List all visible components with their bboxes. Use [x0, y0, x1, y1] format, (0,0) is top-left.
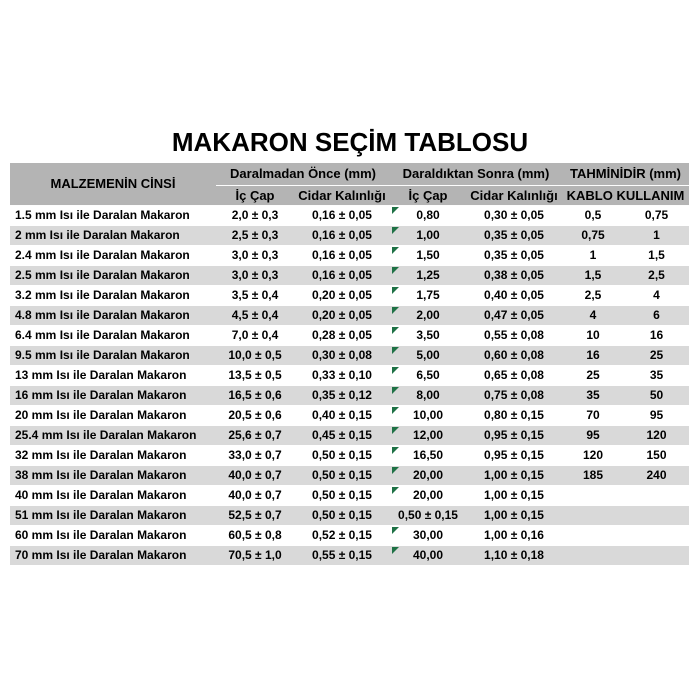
after-ic-cap-cell — [390, 325, 466, 345]
after-ic-cap-cell — [390, 445, 466, 465]
after-cidar-cell: 0,38 ± 0,05 — [466, 265, 562, 285]
after-ic-cap-value: 8,00 — [416, 388, 440, 402]
before-cidar-cell: 0,20 ± 0,05 — [294, 305, 390, 325]
after-ic-cap-value: 1,00 — [416, 228, 440, 242]
material-cell: 25.4 mm Isı ile Daralan Makaron — [10, 425, 216, 445]
before-ic-cap-cell: 7,0 ± 0,4 — [216, 325, 294, 345]
kablo-max-cell: 0,75 — [624, 205, 689, 225]
kablo-max-cell: 4 — [624, 285, 689, 305]
excel-flag-icon — [392, 307, 399, 314]
before-ic-cap-cell: 40,0 ± 0,7 — [216, 465, 294, 485]
kablo-max-cell: 240 — [624, 465, 689, 485]
after-ic-cap-value: 0,50 ± 0,15 — [398, 508, 458, 522]
table-row — [10, 325, 689, 345]
before-ic-cap-cell: 13,5 ± 0,5 — [216, 365, 294, 385]
before-cidar-cell: 0,16 ± 0,05 — [294, 225, 390, 245]
kablo-max-cell: 120 — [624, 425, 689, 445]
before-ic-cap-cell: 3,5 ± 0,4 — [216, 285, 294, 305]
kablo-min-cell: 25 — [562, 365, 624, 385]
after-ic-cap-value: 40,00 — [412, 548, 444, 562]
before-ic-cap-cell: 4,5 ± 0,4 — [216, 305, 294, 325]
material-cell: 9.5 mm Isı ile Daralan Makaron — [10, 345, 216, 365]
kablo-min-cell — [562, 525, 624, 545]
before-cidar-cell: 0,50 ± 0,15 — [294, 465, 390, 485]
table-row — [10, 525, 689, 545]
after-ic-cap-cell — [390, 305, 466, 325]
excel-flag-icon — [392, 327, 399, 334]
after-cidar-cell: 0,95 ± 0,15 — [466, 425, 562, 445]
kablo-max-cell: 16 — [624, 325, 689, 345]
kablo-max-cell: 6 — [624, 305, 689, 325]
excel-flag-icon — [392, 347, 399, 354]
table-row — [10, 265, 689, 285]
header-kablo-kullanim: KABLO KULLANIM — [562, 185, 689, 205]
kablo-min-cell: 70 — [562, 405, 624, 425]
after-ic-cap-value: 20,00 — [412, 468, 444, 482]
material-cell: 2 mm Isı ile Daralan Makaron — [10, 225, 216, 245]
before-ic-cap-cell: 10,0 ± 0,5 — [216, 345, 294, 365]
kablo-max-cell — [624, 525, 689, 545]
kablo-max-cell: 50 — [624, 385, 689, 405]
before-ic-cap-cell: 60,5 ± 0,8 — [216, 525, 294, 545]
before-ic-cap-cell: 25,6 ± 0,7 — [216, 425, 294, 445]
kablo-min-cell: 0,5 — [562, 205, 624, 225]
before-cidar-cell: 0,16 ± 0,05 — [294, 205, 390, 225]
material-cell: 70 mm Isı ile Daralan Makaron — [10, 545, 216, 565]
after-ic-cap-value: 3,50 — [416, 328, 440, 342]
header-group-after: Daraldıktan Sonra (mm) — [390, 163, 562, 185]
before-ic-cap-cell: 2,0 ± 0,3 — [216, 205, 294, 225]
before-cidar-cell: 0,28 ± 0,05 — [294, 325, 390, 345]
kablo-max-cell: 35 — [624, 365, 689, 385]
kablo-max-cell: 95 — [624, 405, 689, 425]
after-ic-cap-cell — [390, 365, 466, 385]
kablo-min-cell: 16 — [562, 345, 624, 365]
after-ic-cap-value: 12,00 — [412, 428, 444, 442]
excel-flag-icon — [392, 447, 399, 454]
material-cell: 60 mm Isı ile Daralan Makaron — [10, 525, 216, 545]
before-ic-cap-cell: 3,0 ± 0,3 — [216, 245, 294, 265]
before-ic-cap-cell: 33,0 ± 0,7 — [216, 445, 294, 465]
excel-flag-icon — [392, 487, 399, 494]
kablo-min-cell: 0,75 — [562, 225, 624, 245]
material-cell: 51 mm Isı ile Daralan Makaron — [10, 505, 216, 525]
kablo-min-cell: 95 — [562, 425, 624, 445]
excel-flag-icon — [392, 547, 399, 554]
material-cell: 40 mm Isı ile Daralan Makaron — [10, 485, 216, 505]
kablo-min-cell: 35 — [562, 385, 624, 405]
after-ic-cap-cell — [390, 285, 466, 305]
excel-flag-icon — [392, 227, 399, 234]
table-body — [10, 205, 689, 565]
before-ic-cap-cell: 2,5 ± 0,3 — [216, 225, 294, 245]
material-cell: 2.4 mm Isı ile Daralan Makaron — [10, 245, 216, 265]
table-row — [10, 305, 689, 325]
before-cidar-cell: 0,50 ± 0,15 — [294, 485, 390, 505]
excel-flag-icon — [392, 467, 399, 474]
before-ic-cap-cell: 40,0 ± 0,7 — [216, 485, 294, 505]
before-cidar-cell: 0,45 ± 0,15 — [294, 425, 390, 445]
before-ic-cap-cell: 70,5 ± 1,0 — [216, 545, 294, 565]
before-cidar-cell: 0,16 ± 0,05 — [294, 265, 390, 285]
after-cidar-cell: 1,00 ± 0,15 — [466, 465, 562, 485]
before-ic-cap-cell: 52,5 ± 0,7 — [216, 505, 294, 525]
excel-flag-icon — [392, 407, 399, 414]
after-cidar-cell: 0,30 ± 0,05 — [466, 205, 562, 225]
table-row — [10, 505, 689, 525]
excel-flag-icon — [392, 267, 399, 274]
before-cidar-cell: 0,20 ± 0,05 — [294, 285, 390, 305]
after-ic-cap-cell — [390, 465, 466, 485]
kablo-max-cell — [624, 505, 689, 525]
after-ic-cap-value: 2,00 — [416, 308, 440, 322]
table-row — [10, 345, 689, 365]
after-ic-cap-cell — [390, 545, 466, 565]
table-row — [10, 545, 689, 565]
after-ic-cap-cell — [390, 485, 466, 505]
table-row — [10, 465, 689, 485]
makaron-selection-table — [10, 163, 689, 566]
after-ic-cap-value: 0,80 — [416, 208, 440, 222]
after-cidar-cell: 1,10 ± 0,18 — [466, 545, 562, 565]
after-cidar-cell: 0,65 ± 0,08 — [466, 365, 562, 385]
after-ic-cap-value: 20,00 — [412, 488, 444, 502]
material-cell: 3.2 mm Isı ile Daralan Makaron — [10, 285, 216, 305]
excel-flag-icon — [392, 367, 399, 374]
after-ic-cap-value: 30,00 — [412, 528, 444, 542]
kablo-max-cell: 150 — [624, 445, 689, 465]
after-ic-cap-value: 16,50 — [412, 448, 444, 462]
before-cidar-cell: 0,16 ± 0,05 — [294, 245, 390, 265]
after-ic-cap-value: 10,00 — [412, 408, 444, 422]
before-cidar-cell: 0,33 ± 0,10 — [294, 365, 390, 385]
before-cidar-cell: 0,50 ± 0,15 — [294, 445, 390, 465]
kablo-min-cell: 2,5 — [562, 285, 624, 305]
header-group-row — [10, 163, 689, 185]
after-ic-cap-value: 1,75 — [416, 288, 440, 302]
header-ic-cap-after: İç Çap — [390, 185, 466, 205]
excel-flag-icon — [392, 527, 399, 534]
after-ic-cap-cell — [390, 265, 466, 285]
after-ic-cap-cell — [390, 345, 466, 365]
after-ic-cap-cell — [390, 525, 466, 545]
after-cidar-cell: 0,80 ± 0,15 — [466, 405, 562, 425]
after-ic-cap-cell — [390, 225, 466, 245]
page-title: MAKARON SEÇİM TABLOSU — [171, 127, 529, 157]
kablo-min-cell: 1,5 — [562, 265, 624, 285]
kablo-min-cell — [562, 485, 624, 505]
table-row — [10, 205, 689, 225]
kablo-min-cell: 1 — [562, 245, 624, 265]
table-row — [10, 285, 689, 305]
header-cidar-after: Cidar Kalınlığı — [466, 185, 562, 205]
after-ic-cap-value: 6,50 — [416, 368, 440, 382]
after-cidar-cell: 1,00 ± 0,15 — [466, 505, 562, 525]
before-cidar-cell: 0,30 ± 0,08 — [294, 345, 390, 365]
before-cidar-cell: 0,35 ± 0,12 — [294, 385, 390, 405]
kablo-min-cell — [562, 545, 624, 565]
after-ic-cap-value: 1,25 — [416, 268, 440, 282]
before-ic-cap-cell: 20,5 ± 0,6 — [216, 405, 294, 425]
excel-flag-icon — [392, 207, 399, 214]
excel-flag-icon — [392, 247, 399, 254]
before-ic-cap-cell: 3,0 ± 0,3 — [216, 265, 294, 285]
after-cidar-cell: 0,47 ± 0,05 — [466, 305, 562, 325]
excel-flag-icon — [392, 427, 399, 434]
material-cell: 2.5 mm Isı ile Daralan Makaron — [10, 265, 216, 285]
header-cidar-before: Cidar Kalınlığı — [294, 185, 390, 205]
table-row — [10, 225, 689, 245]
after-cidar-cell: 0,95 ± 0,15 — [466, 445, 562, 465]
kablo-max-cell: 25 — [624, 345, 689, 365]
before-cidar-cell: 0,55 ± 0,15 — [294, 545, 390, 565]
material-cell: 6.4 mm Isı ile Daralan Makaron — [10, 325, 216, 345]
table-row — [10, 245, 689, 265]
kablo-min-cell: 4 — [562, 305, 624, 325]
kablo-max-cell: 1 — [624, 225, 689, 245]
table-row — [10, 385, 689, 405]
excel-flag-icon — [392, 287, 399, 294]
after-ic-cap-cell — [390, 405, 466, 425]
after-ic-cap-value: 5,00 — [416, 348, 440, 362]
after-cidar-cell: 1,00 ± 0,15 — [466, 485, 562, 505]
excel-flag-icon — [392, 387, 399, 394]
kablo-min-cell — [562, 505, 624, 525]
kablo-max-cell — [624, 545, 689, 565]
material-cell: 38 mm Isı ile Daralan Makaron — [10, 465, 216, 485]
material-cell: 4.8 mm Isı ile Daralan Makaron — [10, 305, 216, 325]
after-cidar-cell: 0,75 ± 0,08 — [466, 385, 562, 405]
kablo-min-cell: 120 — [562, 445, 624, 465]
material-cell: 20 mm Isı ile Daralan Makaron — [10, 405, 216, 425]
before-ic-cap-cell: 16,5 ± 0,6 — [216, 385, 294, 405]
after-cidar-cell: 1,00 ± 0,16 — [466, 525, 562, 545]
kablo-min-cell: 10 — [562, 325, 624, 345]
kablo-max-cell — [624, 485, 689, 505]
material-cell: 1.5 mm Isı ile Daralan Makaron — [10, 205, 216, 225]
before-cidar-cell: 0,52 ± 0,15 — [294, 525, 390, 545]
material-cell: 13 mm Isı ile Daralan Makaron — [10, 365, 216, 385]
material-cell: 16 mm Isı ile Daralan Makaron — [10, 385, 216, 405]
after-cidar-cell: 0,40 ± 0,05 — [466, 285, 562, 305]
kablo-max-cell: 1,5 — [624, 245, 689, 265]
kablo-min-cell: 185 — [562, 465, 624, 485]
after-ic-cap-cell — [390, 205, 466, 225]
before-cidar-cell: 0,40 ± 0,15 — [294, 405, 390, 425]
table-header — [10, 163, 689, 205]
after-ic-cap-cell — [390, 245, 466, 265]
header-group-estimate: TAHMİNİDİR (mm) — [562, 163, 689, 185]
header-group-before: Daralmadan Önce (mm) — [216, 163, 390, 185]
after-ic-cap-cell — [390, 385, 466, 405]
table-row — [10, 365, 689, 385]
header-ic-cap-before: İç Çap — [216, 185, 294, 205]
after-ic-cap-cell — [390, 505, 466, 525]
header-material: MALZEMENİN CİNSİ — [10, 163, 216, 205]
table-row — [10, 405, 689, 425]
table-row — [10, 425, 689, 445]
kablo-max-cell: 2,5 — [624, 265, 689, 285]
after-cidar-cell: 0,60 ± 0,08 — [466, 345, 562, 365]
after-ic-cap-cell — [390, 425, 466, 445]
after-cidar-cell: 0,35 ± 0,05 — [466, 225, 562, 245]
after-ic-cap-value: 1,50 — [416, 248, 440, 262]
material-cell: 32 mm Isı ile Daralan Makaron — [10, 445, 216, 465]
after-cidar-cell: 0,55 ± 0,08 — [466, 325, 562, 345]
table-row — [10, 445, 689, 465]
before-cidar-cell: 0,50 ± 0,15 — [294, 505, 390, 525]
table-row — [10, 485, 689, 505]
after-cidar-cell: 0,35 ± 0,05 — [466, 245, 562, 265]
